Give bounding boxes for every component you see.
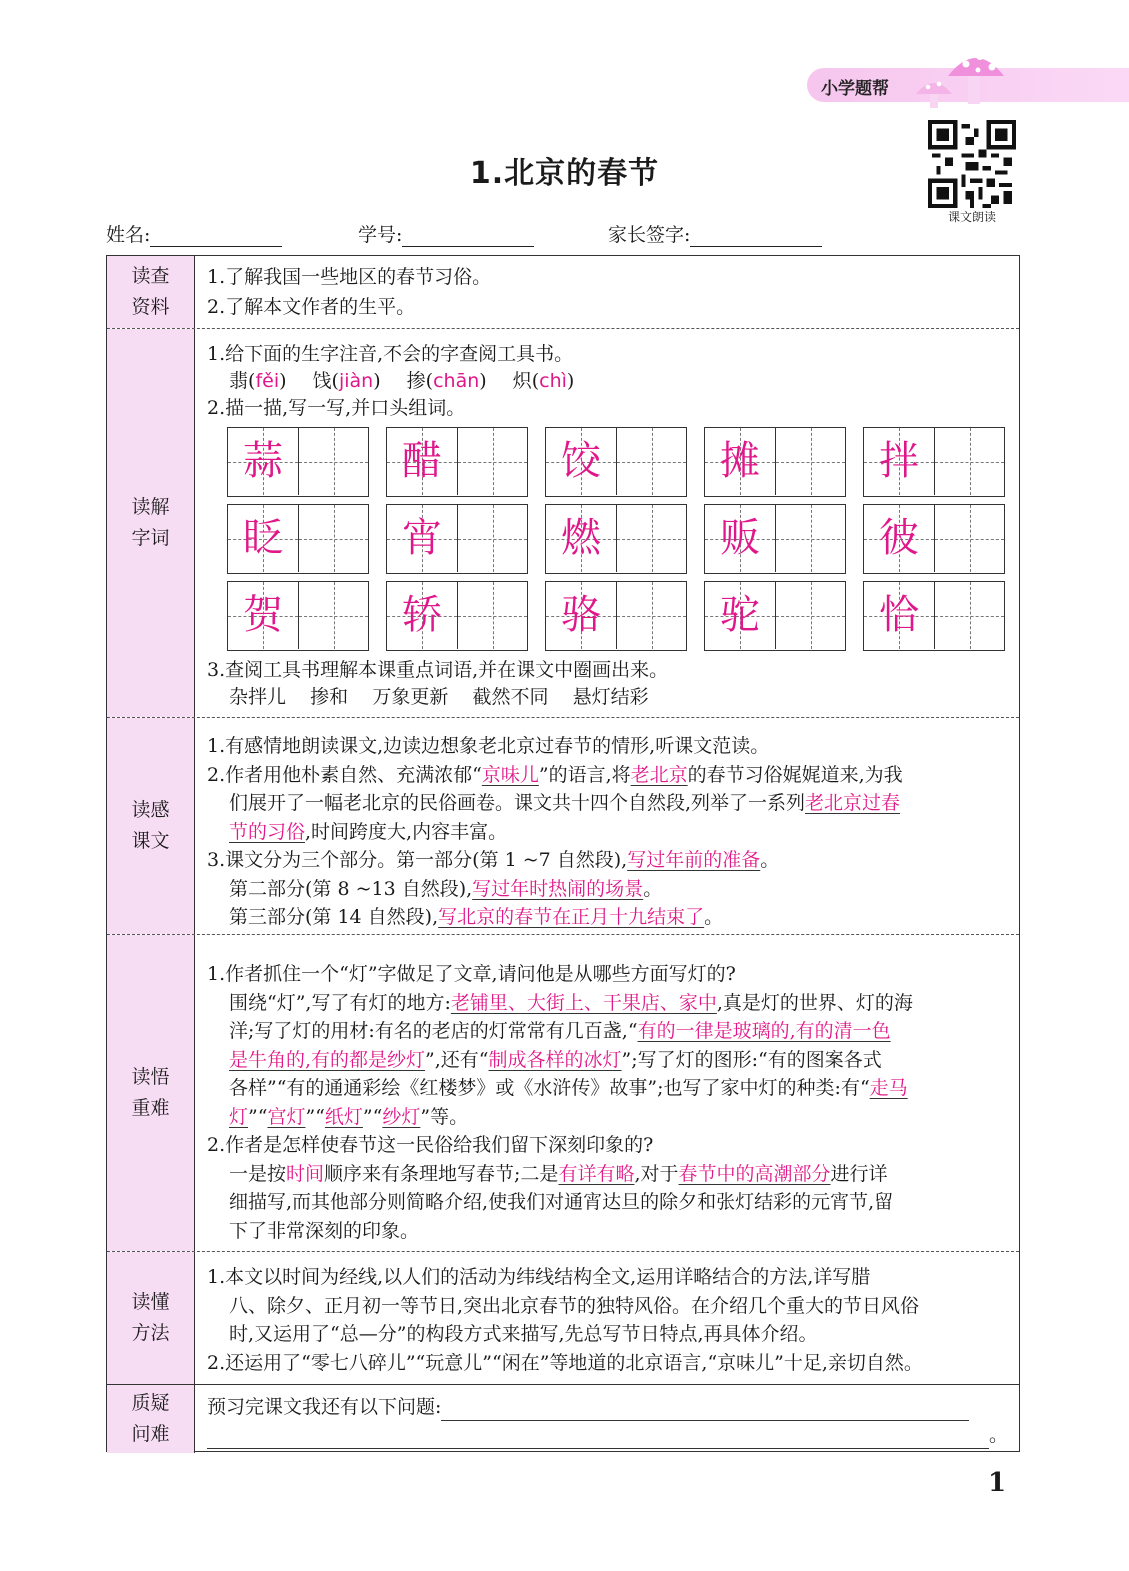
item-text: 们展开了一幅老北京的民俗画卷。课文共十四个自然段,列举了一系列老北京过春	[229, 792, 901, 814]
section-label	[107, 1385, 195, 1453]
section-label	[107, 935, 195, 1251]
pinyin-line	[207, 368, 1009, 395]
page-number: 1	[988, 1468, 1007, 1498]
item-text: 节的习俗,时间跨度大,内容丰富。	[229, 820, 508, 843]
trace-cell[interactable]	[228, 505, 298, 572]
writing-cell-pair[interactable]	[704, 504, 846, 574]
trace-cell[interactable]	[705, 582, 775, 649]
write-cell[interactable]	[934, 505, 1004, 572]
item-text: 灯”“宫灯”“纸灯”“纱灯”等。	[229, 1105, 469, 1128]
label-top: 读查	[131, 265, 170, 287]
trace-character: 眨	[243, 515, 283, 561]
answer-text: 节的习俗	[229, 820, 306, 843]
writing-cell-pair[interactable]	[545, 581, 687, 651]
writing-cell-pair[interactable]	[863, 427, 1005, 497]
writing-grid	[227, 427, 1009, 651]
trace-character: 摊	[720, 438, 760, 484]
trace-character: 宵	[402, 515, 442, 561]
trace-cell[interactable]	[705, 505, 775, 572]
section-label	[107, 718, 195, 934]
answer-text: 写北京的春节在正月十九结束了	[438, 906, 705, 928]
item-text: 是牛角的,有的都是纱灯”,还有“制成各样的冰灯”;写了灯的图形:“有的图案各式	[229, 1048, 882, 1071]
writing-cell-pair[interactable]	[863, 581, 1005, 651]
trace-character: 燃	[561, 515, 601, 561]
item-text: 细描写,而其他部分则简略介绍,使我们对通宵达旦的除夕和张灯结彩的元宵节,留	[229, 1191, 894, 1213]
pinyin-answer: jiàn	[338, 370, 374, 392]
section-content	[195, 718, 1019, 934]
item-text: 一是按时间顺序来有条理地写春节;二是有详有略,对于春节中的高潮部分进行详	[229, 1162, 888, 1185]
answer-text: 纸灯	[324, 1105, 363, 1128]
writing-cell-pair[interactable]	[545, 504, 687, 574]
item-text: 围绕“灯”,写了有灯的地方:老铺里、大街上、干果店、家中,真是灯的世界、灯的海	[229, 991, 913, 1014]
writing-cell-pair[interactable]	[704, 427, 846, 497]
id-blank[interactable]	[402, 224, 534, 247]
item-text: 各样”“有的通通彩绘《红楼梦》或《水浒传》故事”;也写了家中灯的种类:有“走马	[229, 1077, 908, 1099]
trace-character: 拌	[879, 438, 919, 484]
label-top: 质疑	[131, 1392, 170, 1414]
trace-cell[interactable]	[228, 428, 298, 495]
writing-cell-pair[interactable]	[227, 581, 369, 651]
question-prompt: 预习完课文我还有以下问题:	[207, 1393, 1009, 1421]
section-text-feel	[107, 717, 1019, 934]
label-bottom: 方法	[131, 1322, 170, 1344]
item-text: 2.了解本文作者的生平。	[207, 296, 416, 318]
writing-cell-pair[interactable]	[386, 427, 528, 497]
item-text: 八、除夕、正月初一等节日,突出北京春节的独特风俗。在介绍几个重大的节日风俗	[229, 1294, 920, 1317]
sign-blank[interactable]	[690, 224, 822, 247]
item-text: 2.作者用他朴素自然、充满浓郁“京味儿”的语言,将老北京的春节习俗娓娓道来,为我	[207, 763, 903, 786]
trace-character: 恰	[879, 592, 919, 638]
write-cell[interactable]	[616, 505, 686, 572]
section-content	[195, 1385, 1019, 1453]
pinyin-item: 掺(chān)	[406, 370, 487, 392]
answer-text: 时间	[286, 1162, 325, 1185]
pinyin-char: 翡	[229, 370, 249, 392]
label-top: 读解	[131, 496, 170, 518]
item-text: 下了非常深刻的印象。	[229, 1219, 420, 1242]
trace-cell[interactable]	[387, 505, 457, 572]
writing-cell-pair[interactable]	[227, 504, 369, 574]
label-top: 读懂	[131, 1291, 170, 1313]
name-field[interactable]	[106, 220, 282, 247]
sign-label: 家长签字:	[608, 224, 691, 246]
trace-character: 饺	[561, 438, 601, 484]
write-cell[interactable]	[298, 428, 368, 495]
trace-character: 蒜	[243, 438, 283, 484]
section-content	[195, 329, 1019, 717]
trace-cell[interactable]	[387, 428, 457, 495]
trace-cell[interactable]	[546, 505, 616, 572]
answer-text: 写过年前的准备	[627, 849, 761, 871]
writing-cell-pair[interactable]	[704, 581, 846, 651]
write-cell[interactable]	[457, 505, 527, 572]
pinyin-char: 炽	[512, 370, 532, 392]
item-text: 1.有感情地朗读课文,边读边想象老北京过春节的情形,听课文范读。	[207, 735, 770, 757]
answer-line[interactable]	[207, 1428, 989, 1449]
label-top: 读悟	[131, 1066, 170, 1088]
write-cell[interactable]	[298, 582, 368, 649]
section-methods	[107, 1251, 1019, 1384]
label-bottom: 课文	[131, 830, 170, 852]
trace-cell[interactable]	[864, 505, 934, 572]
trace-cell[interactable]	[705, 428, 775, 495]
brand-label: 小学题帮	[821, 79, 889, 99]
answer-text: 老北京	[630, 763, 688, 786]
page-title: 1.北京的春节	[469, 156, 660, 191]
write-cell[interactable]	[934, 428, 1004, 495]
item-text: 第二部分(第 8 ~13 自然段),写过年时热闹的场景。	[229, 877, 663, 900]
section-words	[107, 328, 1019, 717]
item-text: 3.课文分为三个部分。第一部分(第 1 ~7 自然段),写过年前的准备。	[207, 849, 780, 871]
section-questions	[107, 1384, 1019, 1453]
trace-cell[interactable]	[546, 582, 616, 649]
answer-text: 是牛角的,有的都是纱灯	[229, 1048, 426, 1071]
name-blank[interactable]	[150, 224, 282, 247]
mushroom-icon	[910, 42, 1010, 110]
section-reading-materials	[107, 256, 1019, 328]
pinyin-item: 炽(chì)	[512, 370, 575, 392]
write-cell[interactable]	[775, 582, 845, 649]
answer-text: 纱灯	[382, 1105, 421, 1128]
trace-character: 骆	[561, 592, 601, 638]
pinyin-answer: fěi	[255, 370, 280, 392]
answer-row: 。	[207, 1421, 1009, 1449]
name-label: 姓名:	[106, 224, 151, 246]
write-cell[interactable]	[616, 428, 686, 495]
item-text: 时,又运用了“总—分”的构段方式来描写,先总写节日特点,再具体介绍。	[229, 1323, 818, 1345]
id-label: 学号:	[358, 224, 403, 246]
writing-cell-pair[interactable]	[863, 504, 1005, 574]
pinyin-char: 掺	[406, 370, 426, 392]
section-label	[107, 256, 195, 328]
answer-text: 有详有略	[558, 1162, 635, 1185]
vocab-words: 杂拌儿 掺和 万象更新 截然不同 悬灯结彩	[229, 686, 649, 708]
trace-cell[interactable]	[387, 582, 457, 649]
answer-text: 有的一律是玻璃的,有的清一色	[637, 1020, 891, 1042]
trace-cell[interactable]	[546, 428, 616, 495]
write-cell[interactable]	[775, 428, 845, 495]
write-cell[interactable]	[457, 582, 527, 649]
write-cell[interactable]	[298, 505, 368, 572]
trace-character: 贺	[243, 592, 283, 638]
item-text: 第三部分(第 14 自然段),写北京的春节在正月十九结束了。	[229, 906, 724, 928]
answer-text: 春节中的高潮部分	[678, 1162, 831, 1185]
section-content	[195, 256, 1019, 328]
id-field[interactable]	[358, 220, 534, 247]
section-key-points	[107, 934, 1019, 1251]
answer-text: 老铺里、大街上、干果店、家中	[450, 991, 717, 1014]
item-text: 2.还运用了“零七八碎儿”“玩意儿”“闲在”等地道的北京语言,“京味儿”十足,亲切自然。	[207, 1351, 923, 1374]
pinyin-answer: chì	[539, 370, 567, 392]
pinyin-char: 饯	[312, 370, 332, 392]
answer-text: 制成各样的冰灯	[488, 1048, 622, 1071]
writing-cell-pair[interactable]	[386, 504, 528, 574]
section-label	[107, 329, 195, 717]
label-top: 读感	[131, 799, 170, 821]
worksheet-table	[106, 255, 1020, 1452]
answer-text: 老北京过春	[805, 792, 901, 814]
label-bottom: 问难	[131, 1423, 170, 1445]
pinyin-item: 翡(fěi)	[229, 370, 287, 392]
item-text: 3.查阅工具书理解本课重点词语,并在课文中圈画出来。	[207, 659, 669, 681]
trace-character: 彼	[879, 515, 919, 561]
section-content	[195, 935, 1019, 1251]
item-text: 1.本文以时间为经线,以人们的活动为纬线结构全文,运用详略结合的方法,详写腊	[207, 1266, 871, 1288]
pinyin-answer: chān	[433, 370, 480, 392]
trace-cell[interactable]	[864, 428, 934, 495]
sign-field[interactable]	[608, 220, 822, 247]
write-cell[interactable]	[616, 582, 686, 649]
answer-text: 走马	[869, 1077, 908, 1099]
write-cell[interactable]	[457, 428, 527, 495]
trace-character: 醋	[402, 438, 442, 484]
answer-text: 写过年时热闹的场景	[472, 877, 644, 900]
trace-character: 轿	[402, 592, 442, 638]
item-text: 1.了解我国一些地区的春节习俗。	[207, 266, 492, 288]
trace-cell[interactable]	[864, 582, 934, 649]
pinyin-item: 饯(jiàn)	[312, 370, 381, 392]
answer-text: 宫灯	[267, 1105, 306, 1128]
section-content	[195, 1252, 1019, 1384]
write-cell[interactable]	[775, 505, 845, 572]
label-bottom: 资料	[131, 296, 170, 318]
item-text: 1.作者抓住一个“灯”字做足了文章,请问他是从哪些方面写灯的?	[207, 963, 736, 985]
write-cell[interactable]	[934, 582, 1004, 649]
writing-cell-pair[interactable]	[227, 427, 369, 497]
item-text: 2.描一描,写一写,并口头组词。	[207, 397, 466, 419]
answer-line[interactable]	[441, 1400, 969, 1421]
trace-character: 驼	[720, 592, 760, 638]
trace-cell[interactable]	[228, 582, 298, 649]
trace-character: 贩	[720, 515, 760, 561]
label-bottom: 重难	[131, 1097, 170, 1119]
section-label	[107, 1252, 195, 1384]
answer-text: 灯	[229, 1105, 249, 1128]
qr-caption: 课文朗读	[947, 210, 996, 224]
item-text: 1.给下面的生字注音,不会的字查阅工具书。	[207, 343, 574, 365]
item-text: 洋;写了灯的用材:有名的老店的灯常常有几百盏,“有的一律是玻璃的,有的清一色	[229, 1020, 891, 1042]
writing-cell-pair[interactable]	[545, 427, 687, 497]
writing-cell-pair[interactable]	[386, 581, 528, 651]
label-bottom: 字词	[131, 527, 170, 549]
item-text: 2.作者是怎样使春节这一民俗给我们留下深刻印象的?	[207, 1134, 654, 1156]
answer-text: 京味儿	[481, 763, 539, 786]
